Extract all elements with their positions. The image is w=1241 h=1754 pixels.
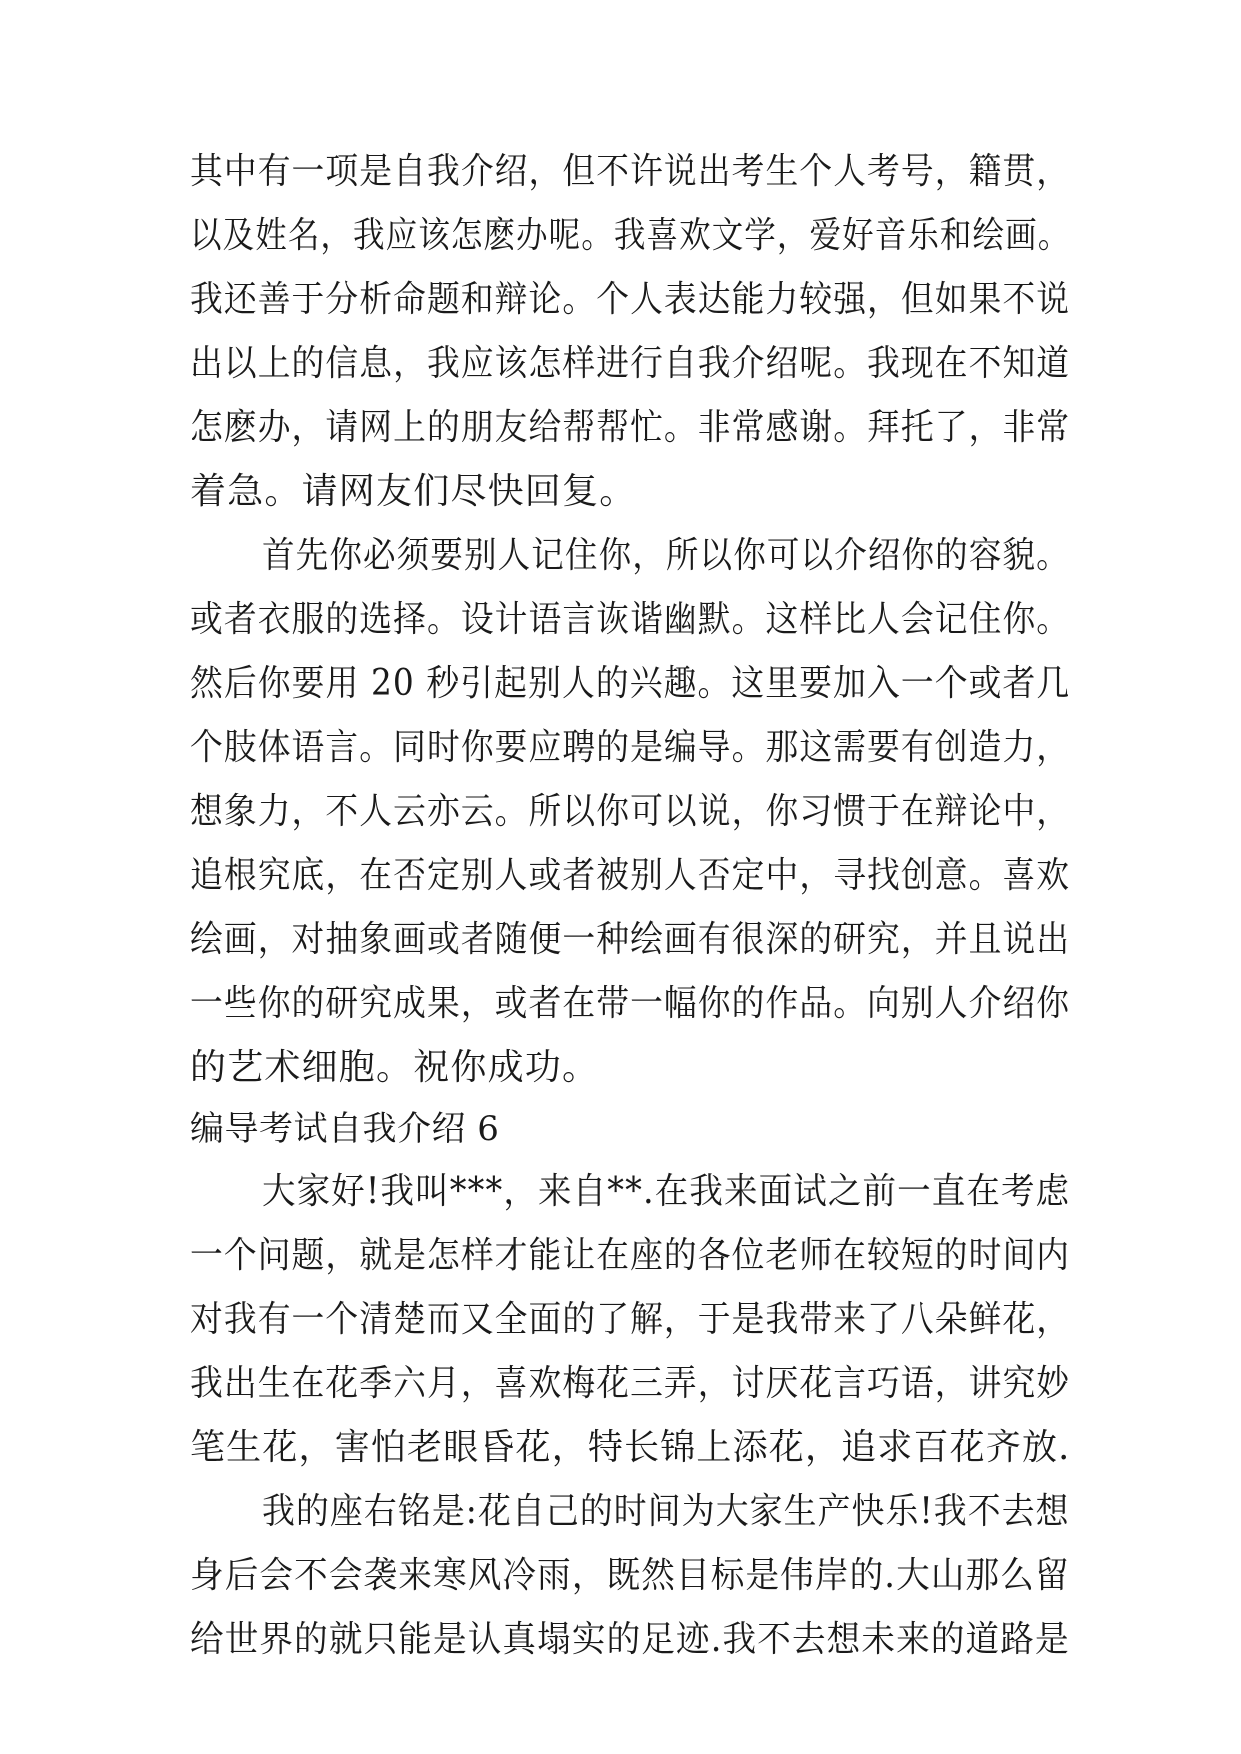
paragraph-3-line-2: 一个问题，就是怎样才能让在座的各位老师在较短的时间内 xyxy=(190,1235,1071,1276)
paragraph-1-line-1: 其中有一项是自我介绍，但不许说出考生个人考号，籍贯， xyxy=(190,151,1071,192)
paragraph-3-line-1: 大家好!我叫***，来自**.在我来面试之前一直在考虑 xyxy=(262,1171,1071,1212)
paragraph-2-line-6: 追根究底，在否定别人或者被别人否定中，寻找创意。喜欢 xyxy=(190,855,1071,896)
paragraph-2-line-5: 想象力，不人云亦云。所以你可以说，你习惯于在辩论中， xyxy=(190,791,1071,832)
paragraph-4-line-3: 给世界的就只能是认真塌实的足迹.我不去想未来的道路是 xyxy=(190,1619,1070,1660)
paragraph-3-line-5: 笔生花，害怕老眼昏花，特长锦上添花，追求百花齐放. xyxy=(190,1427,1071,1468)
paragraph-3-line-3: 对我有一个清楚而又全面的了解，于是我带来了八朵鲜花， xyxy=(190,1299,1071,1340)
paragraph-1-line-5: 怎麽办，请网上的朋友给帮帮忙。非常感谢。拜托了，非常 xyxy=(190,407,1071,448)
paragraph-2-line-4: 个肢体语言。同时你要应聘的是编导。那这需要有创造力， xyxy=(190,727,1071,768)
paragraph-3-line-4: 我出生在花季六月，喜欢梅花三弄，讨厌花言巧语，讲究妙 xyxy=(190,1363,1071,1404)
paragraph-1-line-6: 着急。请网友们尽快回复。 xyxy=(190,471,637,512)
paragraph-2-line-9: 的艺术细胞。祝你成功。 xyxy=(190,1047,600,1088)
paragraph-1-line-3: 我还善于分析命题和辩论。个人表达能力较强，但如果不说 xyxy=(190,279,1071,320)
paragraph-1-line-2: 以及姓名，我应该怎麽办呢。我喜欢文学，爱好音乐和绘画。 xyxy=(190,215,1071,256)
paragraph-1-line-4: 出以上的信息，我应该怎样进行自我介绍呢。我现在不知道 xyxy=(190,343,1071,384)
paragraph-2-line-1: 首先你必须要别人记住你，所以你可以介绍你的容貌。 xyxy=(262,535,1070,576)
section-heading: 编导考试自我介绍 6 xyxy=(190,1109,500,1149)
paragraph-2-line-7: 绘画，对抽象画或者随便一种绘画有很深的研究，并且说出 xyxy=(190,919,1071,960)
paragraph-2-line-8: 一些你的研究成果，或者在带一幅你的作品。向别人介绍你 xyxy=(190,983,1071,1024)
paragraph-2-line-3: 然后你要用 20 秒引起别人的兴趣。这里要加入一个或者几 xyxy=(190,663,1071,704)
paragraph-2-line-2: 或者衣服的选择。设计语言诙谐幽默。这样比人会记住你。 xyxy=(190,599,1071,640)
paragraph-4-line-2: 身后会不会袭来寒风冷雨，既然目标是伟岸的.大山那么留 xyxy=(190,1555,1070,1596)
paragraph-4-line-1: 我的座右铭是:花自己的时间为大家生产快乐!我不去想 xyxy=(262,1491,1070,1532)
